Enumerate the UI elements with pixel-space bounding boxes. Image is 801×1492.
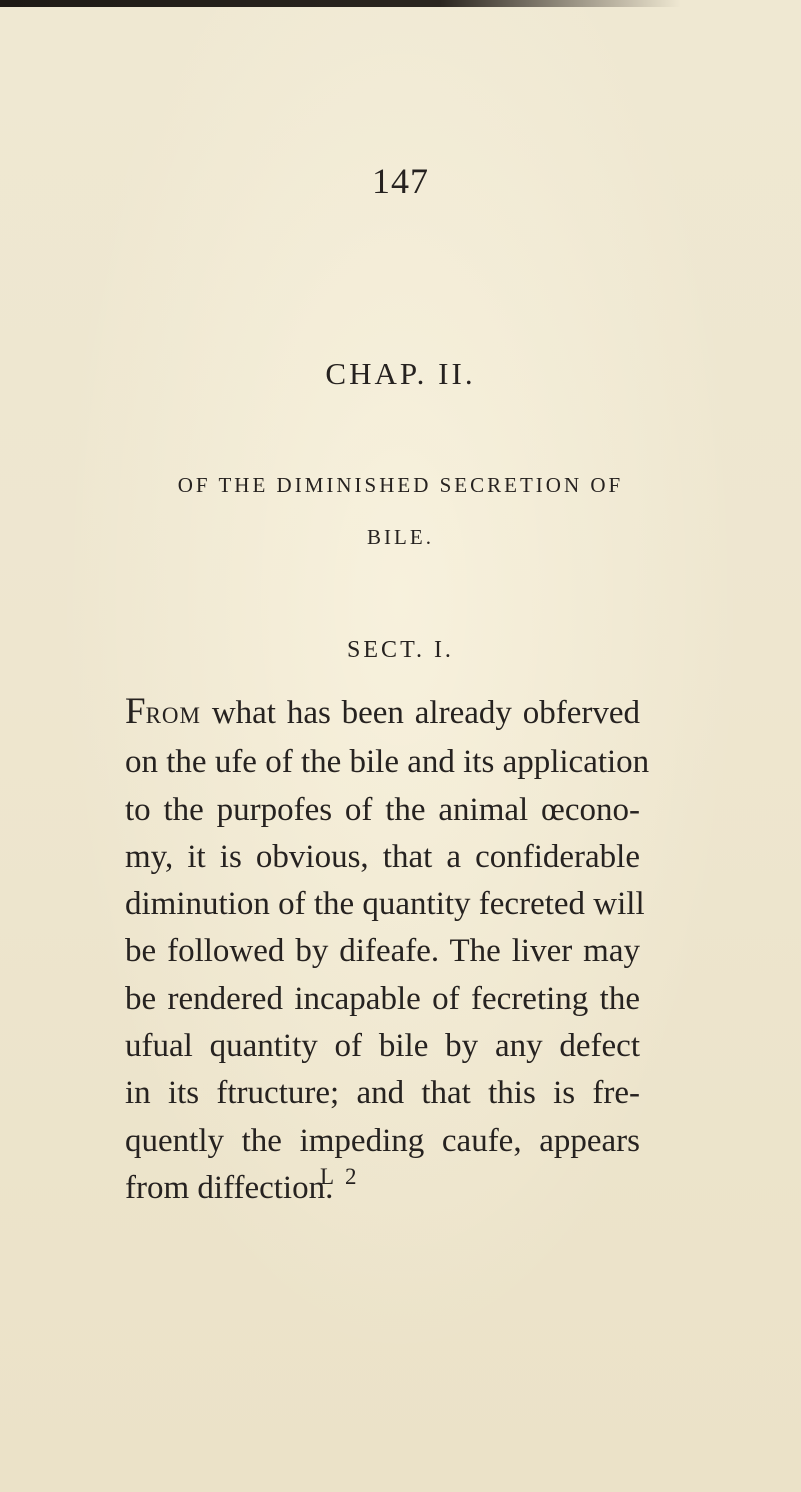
body-paragraph <box>125 688 650 1212</box>
paragraph-line: ufual quantity of bile by any defect <box>125 1028 640 1065</box>
signature-mark: L 2 <box>320 1164 360 1189</box>
first-word-small-caps: ROM <box>145 703 201 728</box>
paragraph-line: be rendered incapable of fecreting the <box>125 980 640 1017</box>
paragraph-line: to the purpofes of the animal œcono- <box>125 791 640 828</box>
paragraph-line <box>125 688 640 739</box>
paragraph-line: on the ufe of the bile and its application <box>125 744 650 781</box>
drop-cap: F <box>125 691 146 732</box>
paragraph-line-text: what has been already obferved <box>200 695 640 731</box>
paragraph-line: my, it is obvious, that a confiderable <box>125 838 640 875</box>
paragraph-line: in its ftructure; and that this is fre- <box>125 1075 640 1112</box>
chapter-heading: CHAP. II. <box>325 356 476 391</box>
paragraph-line: be followed by difeafe. The liver may <box>125 933 640 970</box>
page-number: 147 <box>372 161 429 201</box>
paragraph-line: quently the impeding caufe, appears <box>125 1122 640 1159</box>
page-top-edge <box>0 0 801 7</box>
chapter-title-line-1: OF THE DIMINISHED SECRETION OF <box>177 473 624 497</box>
chapter-title-line-2: BILE. <box>367 525 434 549</box>
section-heading: SECT. I. <box>347 637 454 663</box>
paragraph-line: diminution of the quantity fecreted will <box>125 886 645 923</box>
paragraph-line: from diffection. <box>125 1169 334 1206</box>
